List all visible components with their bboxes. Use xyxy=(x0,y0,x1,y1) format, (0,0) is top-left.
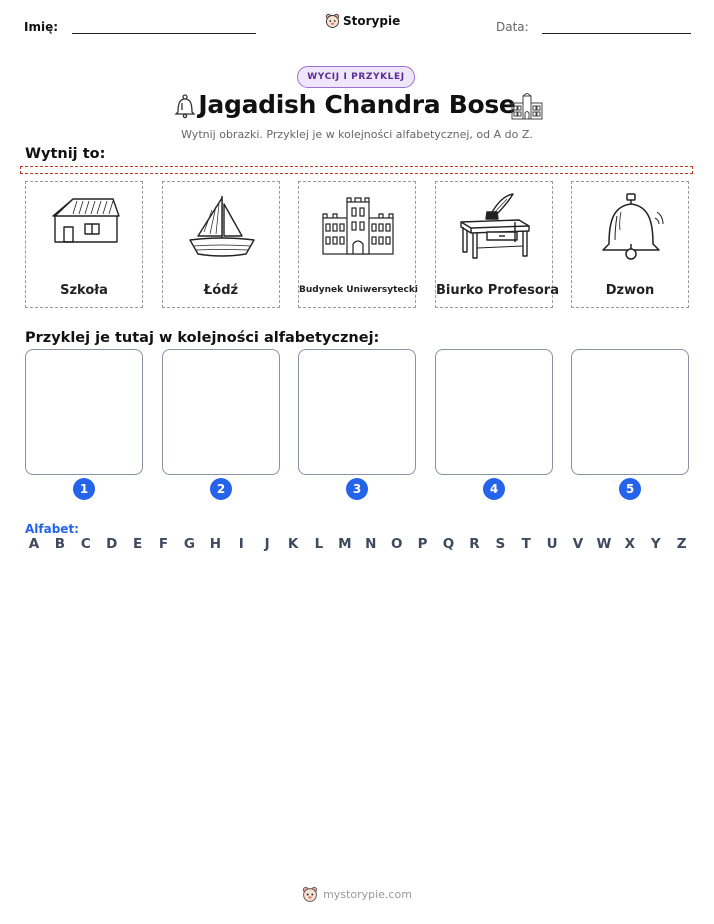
alphabet-letter: I xyxy=(238,536,244,552)
alphabet-letter: D xyxy=(106,536,118,552)
alphabet-letter: A xyxy=(28,536,40,552)
alphabet-letter: E xyxy=(133,536,143,552)
university-building-icon xyxy=(510,93,544,121)
storypie-mascot-icon xyxy=(325,13,340,29)
paste-slot-5[interactable] xyxy=(571,349,689,475)
slot-number: 5 xyxy=(619,478,641,500)
alphabet-letter: L xyxy=(314,536,324,552)
slot-number: 3 xyxy=(346,478,368,500)
footer-url[interactable]: mystorypie.com xyxy=(323,888,412,901)
alphabet-letter: K xyxy=(287,536,299,552)
cut-card[interactable] xyxy=(25,181,143,308)
cut-card[interactable] xyxy=(571,181,689,308)
alphabet-letter: W xyxy=(596,536,612,552)
page-title: Jagadish Chandra Bose xyxy=(198,90,516,119)
paste-slot-3[interactable] xyxy=(298,349,416,475)
bell-icon xyxy=(593,192,669,262)
school-icon xyxy=(47,192,123,258)
slot-number: 1 xyxy=(73,478,95,500)
cut-section-title: Wytnij to: xyxy=(25,146,106,162)
activity-badge: WYCIJ I PRZYKLEJ xyxy=(297,66,415,88)
alphabet-letter: Q xyxy=(442,536,455,552)
footer xyxy=(0,886,714,903)
alphabet-row xyxy=(26,536,690,552)
alphabet-letter: Y xyxy=(650,536,661,552)
cut-card[interactable] xyxy=(162,181,280,308)
alphabet-letter: Z xyxy=(676,536,687,552)
brand-logo xyxy=(325,13,400,29)
card-label: Łódź xyxy=(203,283,239,298)
alphabet-letter: B xyxy=(54,536,66,552)
cut-card[interactable] xyxy=(435,181,559,308)
date-line xyxy=(542,33,691,34)
card-label: Szkoła xyxy=(60,283,108,298)
alphabet-letter: H xyxy=(209,536,221,552)
alphabet-letter: R xyxy=(469,536,480,552)
slot-number: 2 xyxy=(210,478,232,500)
alphabet-letter: N xyxy=(365,536,377,552)
date-label: Data: xyxy=(496,20,529,34)
instructions: Wytnij obrazki. Przyklej je w kolejności alfabetycznej, od A do Z. xyxy=(181,128,533,141)
paste-section-title: Przyklej je tutaj w kolejności alfabetycznej: xyxy=(25,330,380,346)
card-label: Biurko Profesora xyxy=(436,283,559,298)
cut-card[interactable] xyxy=(298,181,416,308)
alphabet-letter: V xyxy=(572,536,584,552)
alphabet-letter: O xyxy=(390,536,403,552)
university-building-icon xyxy=(320,192,396,258)
card-label: Dzwon xyxy=(605,283,655,298)
alphabet-letter: U xyxy=(546,536,558,552)
alphabet-letter: F xyxy=(158,536,169,552)
alphabet-letter: J xyxy=(264,536,270,552)
alphabet-letter: P xyxy=(417,536,428,552)
alphabet-letter: T xyxy=(521,536,531,552)
alphabet-letter: X xyxy=(624,536,636,552)
alphabet-letter: M xyxy=(338,536,352,552)
slot-number: 4 xyxy=(483,478,505,500)
alphabet-letter: C xyxy=(80,536,91,552)
desk-icon xyxy=(457,192,533,262)
brand-name: Storypie xyxy=(343,14,401,28)
card-label: Budynek Uniwersytecki xyxy=(299,285,418,295)
paste-slot-4[interactable] xyxy=(435,349,553,475)
paste-slot-1[interactable] xyxy=(25,349,143,475)
sailboat-icon xyxy=(184,192,260,262)
name-label: Imię: xyxy=(24,20,59,34)
cut-line xyxy=(20,166,693,174)
alphabet-letter: S xyxy=(495,536,506,552)
paste-slot-2[interactable] xyxy=(162,349,280,475)
name-line xyxy=(72,33,256,34)
alphabet-label: Alfabet: xyxy=(25,522,79,536)
storypie-mascot-icon xyxy=(302,886,318,903)
alphabet-letter: G xyxy=(183,536,195,552)
